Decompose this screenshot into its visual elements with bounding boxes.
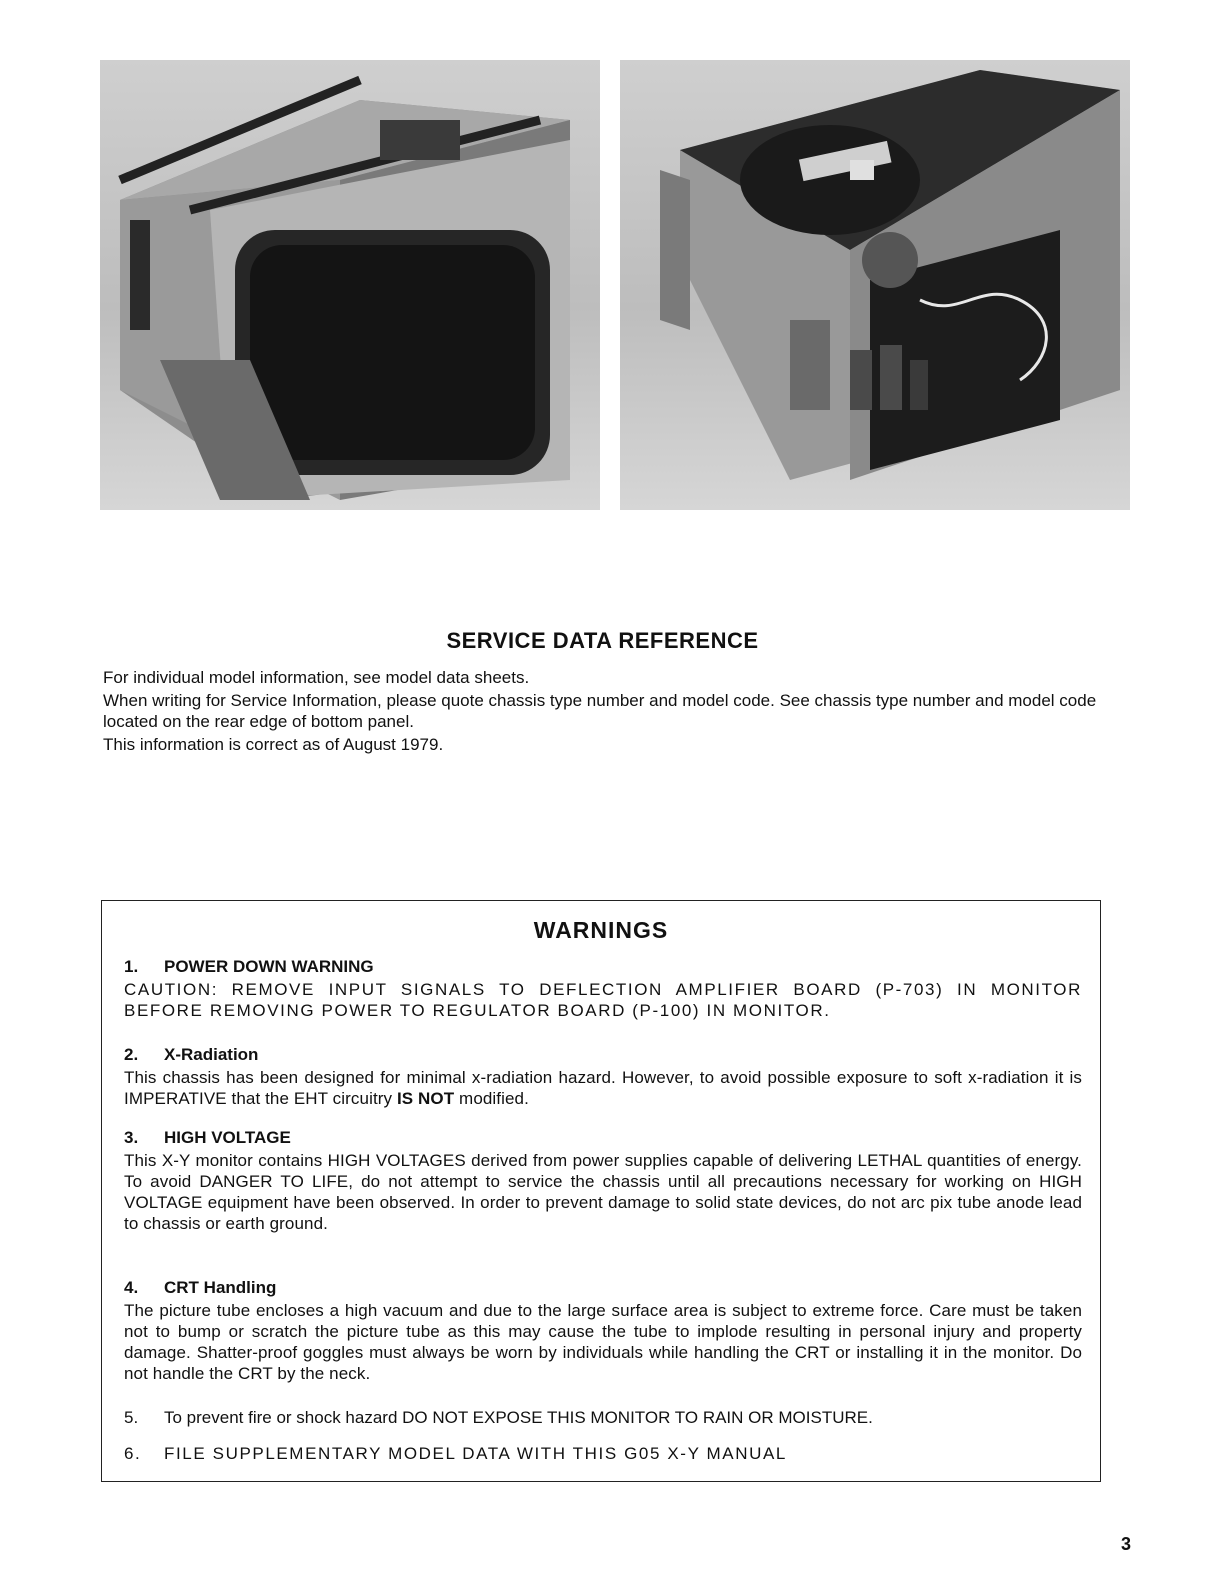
- service-data-title: SERVICE DATA REFERENCE: [446, 628, 759, 653]
- service-data-paragraph: For individual model information, see model data sheets.: [103, 668, 530, 687]
- monitor-interior-photo: [620, 60, 1130, 510]
- warning-heading-text: HIGH VOLTAGE: [164, 1128, 291, 1147]
- monitor-interior-illustration: [620, 60, 1130, 510]
- warning-heading: [124, 1127, 1082, 1148]
- warning-item: [124, 956, 1082, 1021]
- warning-heading: [124, 1277, 1082, 1298]
- warning-number: 3.: [124, 1128, 139, 1147]
- service-data-body: [103, 667, 1113, 757]
- warning-number: 1.: [124, 957, 139, 976]
- service-data-paragraph: When writing for Service Information, please quote chassis type number and model code. See chassis type number and model code located on the rear edge of bottom panel.: [103, 691, 1097, 731]
- warning-number: 4.: [124, 1278, 139, 1297]
- warning-item: [124, 1277, 1082, 1384]
- warning-text: The picture tube encloses a high vacuum and due to the large surface area is subject to extreme force. Care must be taken not to bump or scratch the picture tube as this may cause the tube to implode resulting in personal injury and property damage. Shatter-proof goggles must always be worn by individuals while handling the CRT or installing it in the monitor. Do not handle the CRT by the neck.: [124, 1301, 1082, 1383]
- warning-heading-text: X-Radiation: [164, 1045, 259, 1064]
- warning-heading: [124, 1044, 1082, 1065]
- warning-text: FILE SUPPLEMENTARY MODEL DATA WITH THIS G05 X-Y MANUAL: [164, 1444, 787, 1463]
- warning-text: CAUTION: REMOVE INPUT SIGNALS TO DEFLECTION AMPLIFIER BOARD (P-703) IN MONITOR BEFORE REMOVING POWER TO REGULATOR BOARD (P-100) IN MONITOR.: [124, 980, 1082, 1020]
- monitor-front-photo: [100, 60, 600, 510]
- warning-item: [124, 1044, 1082, 1109]
- warning-text: [124, 1067, 1082, 1109]
- warning-text: To prevent fire or shock hazard DO NOT EXPOSE THIS MONITOR TO RAIN OR MOISTURE.: [164, 1408, 873, 1427]
- warning-item: [124, 1443, 1082, 1464]
- warning-heading-text: CRT Handling: [164, 1278, 277, 1297]
- warning-text-part: modified.: [454, 1089, 529, 1108]
- warnings-title: WARNINGS: [533, 917, 669, 943]
- warnings-box: [101, 900, 1101, 1482]
- service-data-paragraph: This information is correct as of August 1979.: [103, 735, 444, 754]
- warning-number: 5.: [124, 1408, 139, 1427]
- warning-number: 2.: [124, 1045, 139, 1064]
- warning-heading: [124, 956, 1082, 977]
- warning-heading-text: POWER DOWN WARNING: [164, 957, 374, 976]
- monitor-front-illustration: [100, 60, 600, 510]
- page-number: 3: [1121, 1534, 1132, 1554]
- warning-item: [124, 1127, 1082, 1234]
- warning-item: [124, 1407, 1082, 1428]
- warning-text-emphasis: IS NOT: [396, 1089, 455, 1108]
- warning-text: This X-Y monitor contains HIGH VOLTAGES derived from power supplies capable of delivering LETHAL quantities of energy. To avoid DANGER TO LIFE, do not attempt to service the chassis until all precautions necessary for working on HIGH VOLTAGE equipment have been observed. In order to prevent damage to solid state devices, do not arc pix tube anode lead to chassis or earth ground.: [124, 1151, 1082, 1233]
- warning-number: 6.: [124, 1444, 142, 1463]
- warning-text-part: This chassis has been designed for minimal x-radiation hazard. However, to avoid possible exposure to soft x-radiation it is IMPERATIVE that the EHT circuitry: [124, 1068, 1082, 1108]
